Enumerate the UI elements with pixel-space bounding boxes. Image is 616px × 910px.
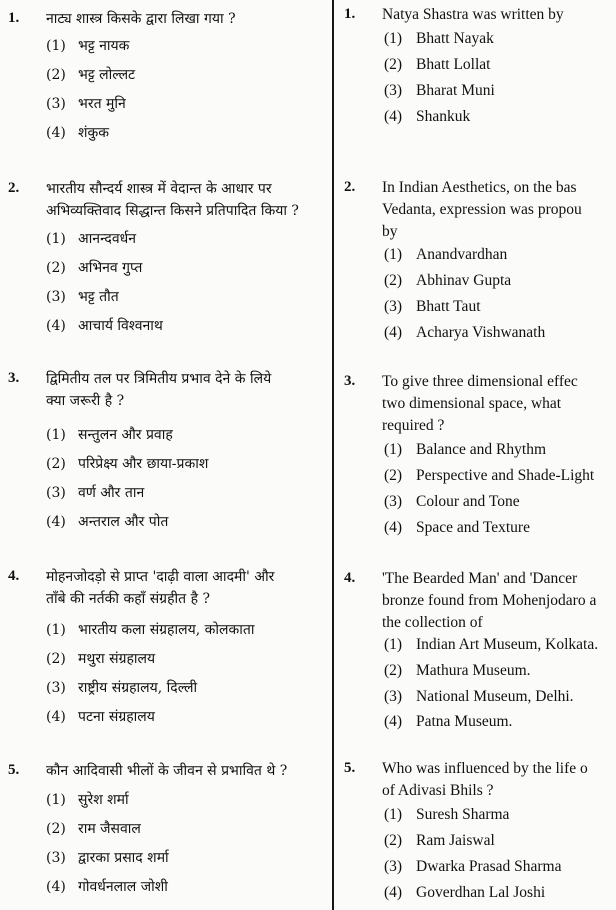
option-number: (3): [46, 680, 66, 696]
option-text: भट्ट लोल्लट: [78, 67, 136, 83]
question-line: To give three dimensional effec: [382, 373, 578, 390]
option-text: वर्ण और तान: [78, 485, 145, 501]
option-number: (3): [46, 850, 66, 866]
answer-option: [46, 512, 168, 531]
option-text: आचार्य विश्वनाथ: [78, 318, 163, 334]
answer-option: [46, 229, 136, 248]
answer-option: [46, 258, 142, 277]
question-number: 1.: [344, 6, 356, 22]
option-text: Acharya Vishwanath: [416, 324, 546, 341]
answer-option: [46, 425, 173, 444]
option-number: (3): [384, 688, 403, 705]
question-number: 2.: [344, 179, 356, 195]
answer-option: [46, 454, 208, 473]
option-number: (4): [46, 514, 66, 530]
option-number: (2): [46, 67, 66, 83]
option-number: (2): [384, 56, 403, 73]
question-text: [382, 568, 616, 634]
option-text: Bhatt Lollat: [416, 56, 491, 73]
option-number: (2): [46, 821, 66, 837]
option-number: (3): [384, 858, 403, 875]
answer-option: [46, 790, 129, 809]
option-number: (4): [384, 884, 403, 901]
answer-option: [384, 806, 509, 824]
option-text: National Museum, Delhi.: [416, 688, 574, 705]
option-number: (2): [46, 456, 66, 472]
option-text: Goverdhan Lal Joshi: [416, 884, 546, 901]
option-text: परिप्रेक्ष्य और छाया-प्रकाश: [78, 456, 209, 472]
option-number: (4): [384, 324, 403, 341]
question-number: 4.: [344, 570, 356, 586]
question-text: [46, 368, 318, 412]
option-text: भट्ट तौत: [78, 289, 119, 305]
answer-option: [384, 858, 561, 876]
question-text: [46, 760, 318, 782]
option-number: (1): [46, 38, 66, 54]
answer-option: [384, 688, 574, 706]
answer-option: [384, 519, 530, 537]
option-text: राष्ट्रीय संग्रहालय, दिल्ली: [78, 680, 198, 696]
option-number: (4): [384, 713, 403, 730]
option-number: (1): [384, 636, 403, 653]
option-number: (1): [384, 246, 403, 263]
option-number: (3): [384, 82, 403, 99]
option-number: (4): [46, 709, 66, 725]
question-line: मोहनजोदड़ो से प्राप्त 'दाढ़ी वाला आदमी' और: [46, 569, 275, 585]
option-text: Shankuk: [416, 108, 471, 125]
answer-option: [46, 649, 155, 668]
question-line: of Adivasi Bhils ?: [382, 782, 494, 799]
option-number: (3): [384, 493, 403, 510]
option-text: Indian Art Museum, Kolkata.: [416, 636, 599, 653]
question-text: [46, 8, 318, 30]
question-number: 1.: [8, 10, 20, 26]
question-line: 'The Bearded Man' and 'Dancer: [382, 570, 578, 587]
option-text: Mathura Museum.: [416, 662, 531, 679]
option-text: Bharat Muni: [416, 82, 495, 99]
option-number: (1): [46, 231, 66, 247]
question-line: Natya Shastra was written by: [382, 6, 564, 23]
option-text: भरत मुनि: [78, 96, 126, 112]
option-number: (1): [384, 806, 403, 823]
answer-option: [46, 316, 163, 335]
option-text: राम जैसवाल: [78, 821, 141, 837]
answer-option: [384, 493, 520, 511]
answer-option: [46, 287, 119, 306]
option-text: गोवर्धनलाल जोशी: [78, 879, 168, 895]
option-text: अभिनव गुप्त: [78, 260, 143, 276]
option-text: पटना संग्रहालय: [78, 709, 155, 725]
answer-option: [46, 819, 141, 838]
option-number: (2): [46, 651, 66, 667]
answer-option: [46, 620, 254, 639]
answer-option: [384, 298, 481, 316]
option-text: भारतीय कला संग्रहालय, कोलकाता: [78, 622, 255, 638]
option-text: Bhatt Taut: [416, 298, 481, 315]
answer-option: [384, 108, 470, 126]
option-text: सुरेश शर्मा: [78, 792, 129, 808]
question-text: [382, 177, 616, 243]
answer-option: [46, 678, 197, 697]
question-line: ताँबे की नर्तकी कहाँ संग्रहीत है ?: [46, 591, 210, 607]
question-number: 4.: [8, 568, 20, 584]
answer-option: [46, 848, 169, 867]
option-number: (4): [46, 125, 66, 141]
question-line: the collection of: [382, 614, 483, 631]
option-text: Abhinav Gupta: [416, 272, 512, 289]
answer-option: [46, 707, 155, 726]
column-divider: [332, 0, 334, 910]
answer-option: [384, 246, 507, 264]
question-line: two dimensional space, what: [382, 395, 562, 412]
question-text: [382, 4, 616, 26]
option-text: Patna Museum.: [416, 713, 513, 730]
question-line: Who was influenced by the life o: [382, 760, 588, 777]
option-text: सन्तुलन और प्रवाह: [78, 427, 173, 443]
option-number: (3): [46, 485, 66, 501]
question-text: [382, 371, 616, 437]
answer-option: [384, 884, 545, 902]
question-line: Vedanta, expression was propou: [382, 201, 582, 218]
question-text: [46, 178, 318, 222]
answer-option: [384, 324, 545, 342]
option-number: (4): [384, 108, 403, 125]
option-text: Colour and Tone: [416, 493, 520, 510]
option-number: (1): [384, 30, 403, 47]
option-text: Ram Jaiswal: [416, 832, 495, 849]
answer-option: [384, 832, 495, 850]
option-number: (3): [384, 298, 403, 315]
option-text: शंकुक: [78, 125, 110, 141]
answer-option: [384, 662, 531, 680]
option-number: (2): [384, 467, 403, 484]
question-text: [46, 566, 318, 610]
question-line: द्विमितीय तल पर त्रिमितीय प्रभाव देने के लिये: [46, 371, 272, 387]
option-number: (3): [46, 289, 66, 305]
option-number: (1): [46, 622, 66, 638]
question-number: 2.: [8, 180, 20, 196]
question-line: by: [382, 223, 398, 240]
option-text: Suresh Sharma: [416, 806, 510, 823]
option-number: (4): [46, 318, 66, 334]
option-text: अन्तराल और पोत: [78, 514, 169, 530]
option-text: Anandvardhan: [416, 246, 508, 263]
answer-option: [384, 272, 511, 290]
question-number: 3.: [344, 373, 356, 389]
answer-option: [46, 123, 109, 142]
option-number: (1): [46, 427, 66, 443]
option-text: भट्ट नायक: [78, 38, 130, 54]
option-text: Dwarka Prasad Sharma: [416, 858, 562, 875]
answer-option: [384, 441, 546, 459]
answer-option: [384, 30, 494, 48]
option-text: Space and Texture: [416, 519, 530, 536]
question-number: 5.: [344, 760, 356, 776]
question-line: अभिव्यक्तिवाद सिद्धान्त किसने प्रतिपादित किया ?: [46, 203, 299, 219]
answer-option: [384, 56, 490, 74]
option-number: (4): [384, 519, 403, 536]
option-number: (2): [384, 272, 403, 289]
option-number: (2): [384, 662, 403, 679]
option-text: Perspective and Shade-Light: [416, 467, 595, 484]
question-line: In Indian Aesthetics, on the bas: [382, 179, 577, 196]
question-text: [382, 758, 616, 802]
option-number: (3): [46, 96, 66, 112]
option-text: Bhatt Nayak: [416, 30, 494, 47]
answer-option: [384, 636, 598, 654]
option-number: (1): [384, 441, 403, 458]
question-line: कौन आदिवासी भीलों के जीवन से प्रभावित थे ?: [46, 763, 288, 779]
answer-option: [46, 483, 144, 502]
answer-option: [46, 65, 135, 84]
answer-option: [384, 713, 512, 731]
option-text: मथुरा संग्रहालय: [78, 651, 156, 667]
answer-option: [384, 82, 495, 100]
question-line: required ?: [382, 417, 445, 434]
option-text: आनन्दवर्धन: [78, 231, 137, 247]
question-line: नाट्य शास्त्र किसके द्वारा लिखा गया ?: [46, 11, 236, 27]
question-line: भारतीय सौन्दर्य शास्त्र में वेदान्त के आधार पर: [46, 181, 272, 197]
option-text: द्वारका प्रसाद शर्मा: [78, 850, 169, 866]
answer-option: [46, 36, 129, 55]
option-text: Balance and Rhythm: [416, 441, 546, 458]
answer-option: [46, 877, 168, 896]
option-number: (4): [46, 879, 66, 895]
option-number: (2): [384, 832, 403, 849]
option-number: (1): [46, 792, 66, 808]
question-line: क्या जरूरी है ?: [46, 393, 125, 409]
question-number: 5.: [8, 762, 20, 778]
answer-option: [384, 467, 594, 485]
question-number: 3.: [8, 370, 20, 386]
question-line: bronze found from Mohenjodaro a: [382, 592, 597, 609]
answer-option: [46, 94, 126, 113]
option-number: (2): [46, 260, 66, 276]
